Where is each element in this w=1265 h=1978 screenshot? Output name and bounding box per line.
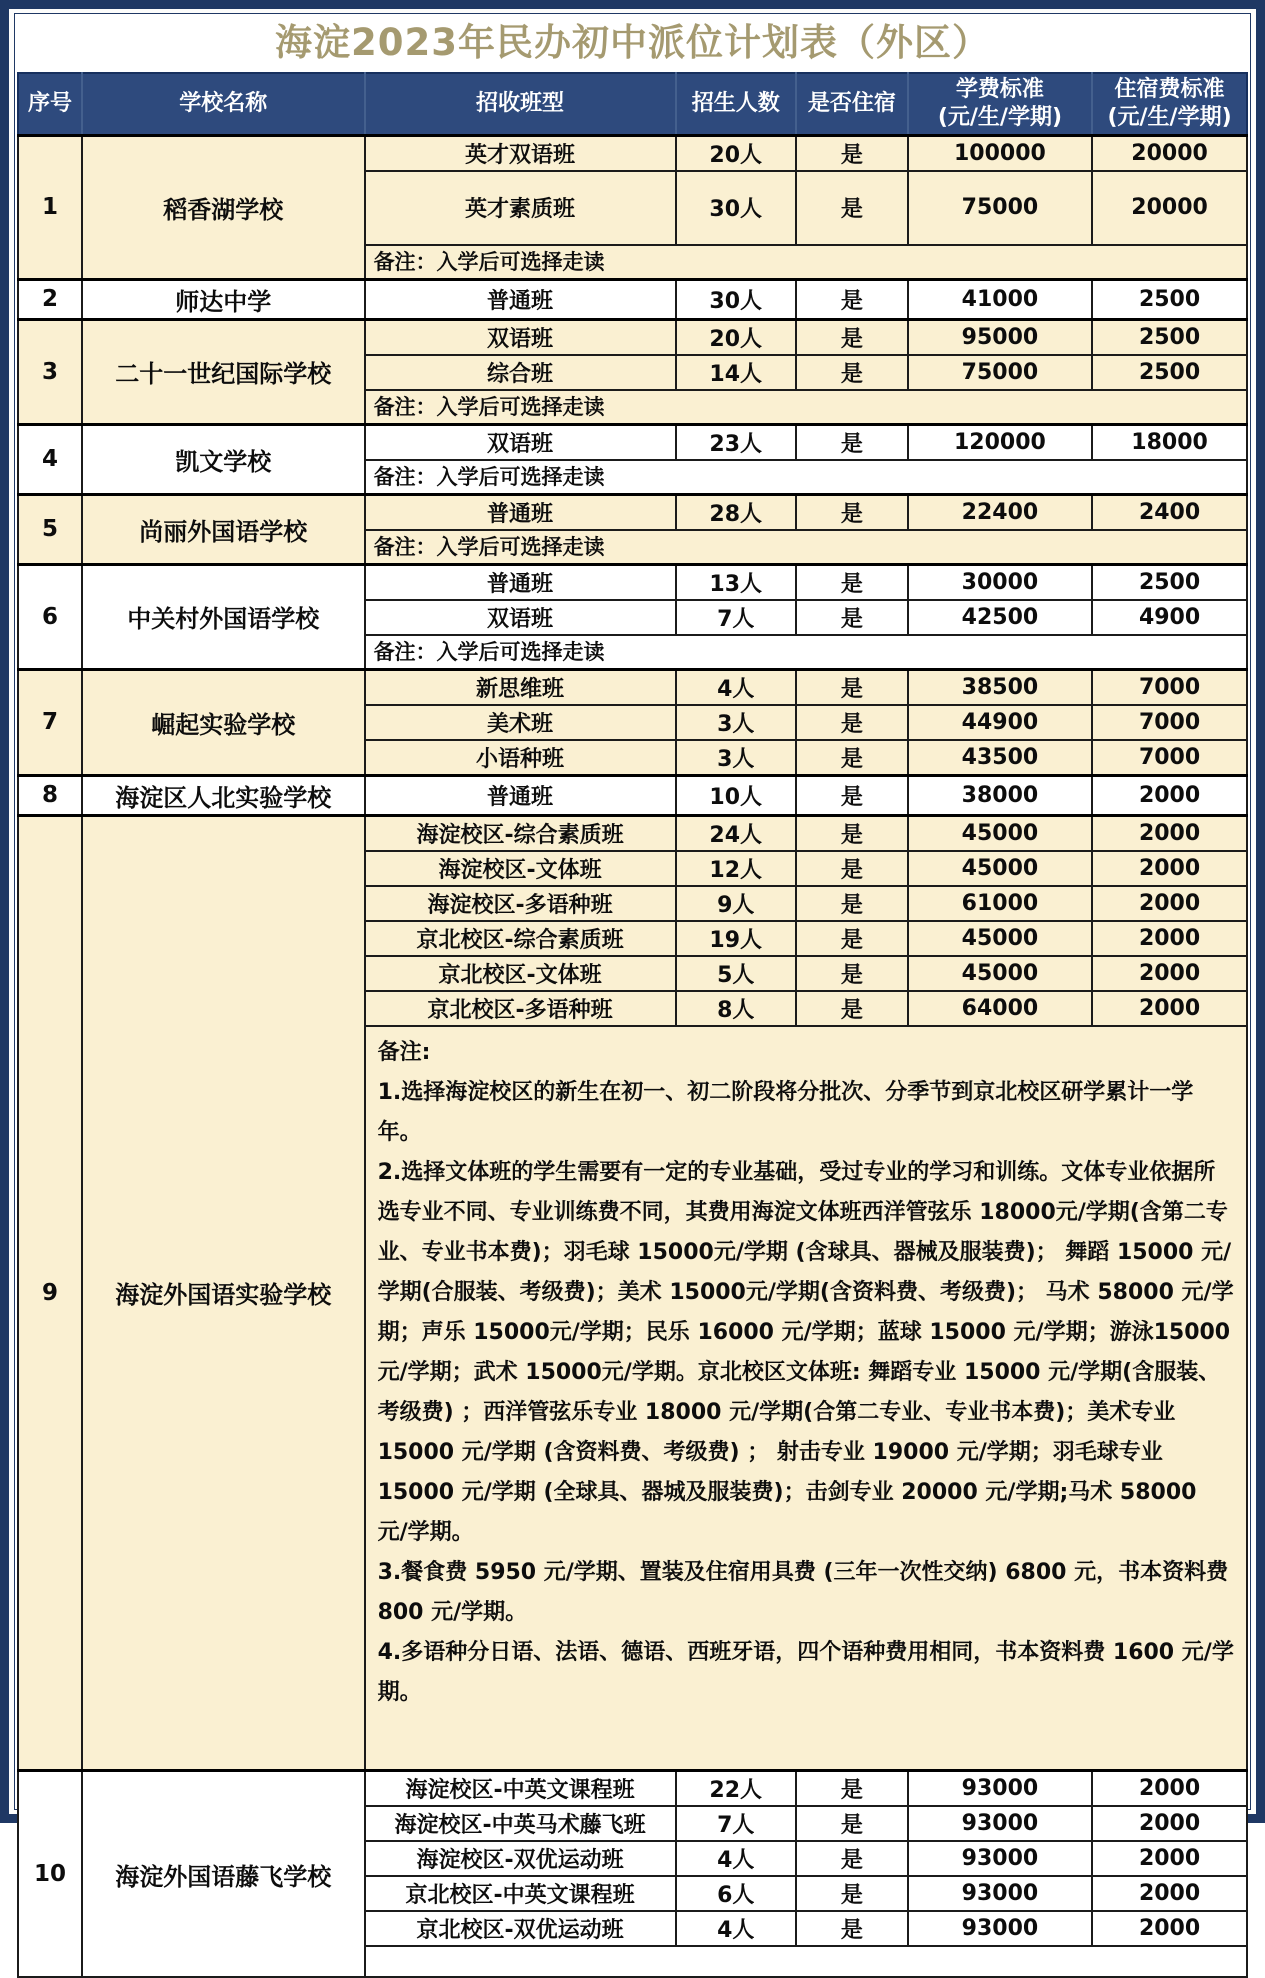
enrollment-cell: 10人 [676, 775, 796, 815]
col-header: 住宿费标准 (元/生/学期) [1092, 73, 1247, 135]
tuition-cell: 93000 [908, 1911, 1092, 1946]
school-name-cell: 尚丽外国语学校 [82, 494, 365, 564]
remark-cell: 备注：入学后可选择走读 [365, 530, 1247, 565]
boarding-cell: 是 [796, 991, 908, 1026]
lodging-fee-cell: 2000 [1092, 921, 1247, 956]
lodging-fee-cell: 2000 [1092, 886, 1247, 921]
class-row [18, 424, 1247, 460]
boarding-cell: 是 [796, 1876, 908, 1911]
school-name-cell: 稻香湖学校 [82, 135, 365, 279]
lodging-fee-cell: 2500 [1092, 319, 1247, 355]
school-name-cell: 中关村外国语学校 [82, 564, 365, 669]
tuition-cell: 61000 [908, 886, 1092, 921]
class-type-cell: 双语班 [365, 600, 676, 635]
tuition-cell: 93000 [908, 1771, 1092, 1807]
lodging-fee-cell: 7000 [1092, 740, 1247, 776]
serial-cell: 3 [18, 319, 82, 424]
boarding-cell: 是 [796, 135, 908, 171]
serial-cell: 8 [18, 775, 82, 815]
class-row [18, 669, 1247, 705]
lodging-fee-cell: 2000 [1092, 815, 1247, 851]
class-type-cell: 英才素质班 [365, 171, 676, 245]
tuition-cell: 93000 [908, 1841, 1092, 1876]
boarding-cell: 是 [796, 494, 908, 530]
tuition-cell: 64000 [908, 991, 1092, 1026]
tuition-cell: 45000 [908, 815, 1092, 851]
col-header: 序号 [18, 73, 82, 135]
tuition-cell: 93000 [908, 1806, 1092, 1841]
enrollment-cell: 23人 [676, 424, 796, 460]
school-name-cell: 崛起实验学校 [82, 669, 365, 775]
boarding-cell: 是 [796, 921, 908, 956]
class-type-cell: 美术班 [365, 705, 676, 740]
school-name-cell: 凯文学校 [82, 424, 365, 494]
enrollment-cell: 20人 [676, 319, 796, 355]
boarding-cell: 是 [796, 886, 908, 921]
boarding-cell: 是 [796, 815, 908, 851]
serial-cell: 9 [18, 815, 82, 1771]
boarding-cell: 是 [796, 355, 908, 390]
remark-cell: 备注：入学后可选择走读 [365, 245, 1247, 280]
serial-cell: 1 [18, 135, 82, 279]
serial-cell: 2 [18, 279, 82, 319]
enrollment-cell: 13人 [676, 564, 796, 600]
class-type-cell: 双语班 [365, 424, 676, 460]
tuition-cell: 30000 [908, 564, 1092, 600]
remark-cell: 备注: 1.选择海淀校区的新生在初一、初二阶段将分批次、分季节到京北校区研学累计一学年。 2.选择文体班的学生需要有一定的专业基础，受过专业的学习和训练。文体专业依据所选专业不同、专业训练费不同，其费用海淀文体班西洋管弦乐 18000元/学期(含第二专业、专业书本费)；羽毛球 15000元/学期 (含球具、器械及服装费)； 舞蹈 15000 元/学期(合服装、考级费)；美术 15000元/学期(含资料费、考级费)； 马术 58000 元/学期；声乐 15000元/学期；民乐 16000 元/学期；蓝球 15000 元/学期；游泳15000元/学期；武术 15000元/学期。京北校区文体班: 舞蹈专业 15000 元/学期(含服装、考级费) ；西洋管弦乐专业 18000 元/学期(合第二专业、专业书本费)；美术专业 15000 元/学期 (含资料费、考级费) ； 射击专业 19000 元/学期；羽毛球专业 15000 元/学期 (全球具、器城及服装费)；击剑专业 20000 元/学期;马术 58000 元/学期。 3.餐食费 5950 元/学期、置装及住宿用具费 (三年一次性交纳) 6800 元，书本资料费 800 元/学期。 4.多语种分日语、法语、德语、西班牙语，四个语种费用相同，书本资料费 1600 元/学期。 [365, 1026, 1247, 1771]
inner-frame [14, 13, 1251, 1943]
class-type-cell: 综合班 [365, 355, 676, 390]
enrollment-cell: 3人 [676, 740, 796, 776]
tuition-cell: 45000 [908, 851, 1092, 886]
class-type-cell: 海淀校区-中英文课程班 [365, 1771, 676, 1807]
lodging-fee-cell: 20000 [1092, 135, 1247, 171]
school-name-cell: 师达中学 [82, 279, 365, 319]
enrollment-cell: 12人 [676, 851, 796, 886]
tuition-cell: 43500 [908, 740, 1092, 776]
enrollment-cell: 30人 [676, 279, 796, 319]
lodging-fee-cell: 2000 [1092, 956, 1247, 991]
col-header: 学校名称 [82, 73, 365, 135]
class-type-cell: 京北校区-中英文课程班 [365, 1876, 676, 1911]
tuition-cell: 44900 [908, 705, 1092, 740]
page-title: 海淀2023年民办初中派位计划表（外区） [275, 21, 990, 64]
serial-cell: 4 [18, 424, 82, 494]
class-type-cell: 海淀校区-综合素质班 [365, 815, 676, 851]
class-type-cell: 双语班 [365, 319, 676, 355]
table-body [18, 135, 1247, 1977]
col-header: 招生人数 [676, 73, 796, 135]
lodging-fee-cell: 4900 [1092, 600, 1247, 635]
tuition-cell: 22400 [908, 494, 1092, 530]
class-row [18, 815, 1247, 851]
school-name-cell: 海淀外国语实验学校 [82, 815, 365, 1771]
class-type-cell: 普通班 [365, 775, 676, 815]
tuition-cell: 41000 [908, 279, 1092, 319]
class-type-cell: 京北校区-综合素质班 [365, 921, 676, 956]
class-row [18, 319, 1247, 355]
school-name-cell: 二十一世纪国际学校 [82, 319, 365, 424]
col-header: 学费标准 (元/生/学期) [908, 73, 1092, 135]
enrollment-cell: 5人 [676, 956, 796, 991]
school-name-cell: 海淀外国语藤飞学校 [82, 1771, 365, 1978]
boarding-cell: 是 [796, 1806, 908, 1841]
boarding-cell: 是 [796, 851, 908, 886]
class-type-cell: 京北校区-多语种班 [365, 991, 676, 1026]
boarding-cell: 是 [796, 956, 908, 991]
class-type-cell: 小语种班 [365, 740, 676, 776]
serial-cell: 6 [18, 564, 82, 669]
boarding-cell: 是 [796, 424, 908, 460]
tuition-cell: 38500 [908, 669, 1092, 705]
tuition-cell: 95000 [908, 319, 1092, 355]
enrollment-cell: 3人 [676, 705, 796, 740]
tuition-cell: 100000 [908, 135, 1092, 171]
boarding-cell: 是 [796, 1771, 908, 1807]
enrollment-cell: 22人 [676, 1771, 796, 1807]
serial-cell: 5 [18, 494, 82, 564]
class-row [18, 279, 1247, 319]
school-name-cell: 海淀区人北实验学校 [82, 775, 365, 815]
boarding-cell: 是 [796, 1841, 908, 1876]
boarding-cell: 是 [796, 600, 908, 635]
class-type-cell: 海淀校区-双优运动班 [365, 1841, 676, 1876]
class-row [18, 135, 1247, 171]
class-type-cell: 海淀校区-文体班 [365, 851, 676, 886]
class-type-cell: 海淀校区-中英马术藤飞班 [365, 1806, 676, 1841]
lodging-fee-cell: 2500 [1092, 564, 1247, 600]
lodging-fee-cell: 20000 [1092, 171, 1247, 245]
lodging-fee-cell: 18000 [1092, 424, 1247, 460]
tuition-cell: 45000 [908, 956, 1092, 991]
enrollment-cell: 28人 [676, 494, 796, 530]
lodging-fee-cell: 2000 [1092, 1876, 1247, 1911]
class-type-cell: 京北校区-文体班 [365, 956, 676, 991]
tuition-cell: 75000 [908, 355, 1092, 390]
col-header: 招收班型 [365, 73, 676, 135]
enrollment-cell: 7人 [676, 1806, 796, 1841]
enrollment-cell: 9人 [676, 886, 796, 921]
remark-cell: 备注：入学后可选择走读 [365, 390, 1247, 425]
lodging-fee-cell: 2500 [1092, 279, 1247, 319]
boarding-cell: 是 [796, 669, 908, 705]
class-row [18, 564, 1247, 600]
boarding-cell: 是 [796, 564, 908, 600]
table-head [18, 73, 1247, 135]
class-type-cell: 普通班 [365, 564, 676, 600]
tuition-cell: 75000 [908, 171, 1092, 245]
boarding-cell: 是 [796, 740, 908, 776]
lodging-fee-cell: 7000 [1092, 669, 1247, 705]
enrollment-cell: 14人 [676, 355, 796, 390]
lodging-fee-cell: 2000 [1092, 851, 1247, 886]
remark-cell: 备注：入学后可选择走读 [365, 635, 1247, 670]
class-type-cell: 普通班 [365, 279, 676, 319]
enrollment-cell: 19人 [676, 921, 796, 956]
enrollment-cell: 24人 [676, 815, 796, 851]
boarding-cell: 是 [796, 775, 908, 815]
remark-cell: 备注：入学后可选择走读 [365, 460, 1247, 495]
boarding-cell: 是 [796, 279, 908, 319]
lodging-fee-cell: 2400 [1092, 494, 1247, 530]
placement-table [17, 72, 1248, 1978]
lodging-fee-cell: 2000 [1092, 991, 1247, 1026]
class-type-cell: 海淀校区-多语种班 [365, 886, 676, 921]
header-row [18, 73, 1247, 135]
enrollment-cell: 4人 [676, 1841, 796, 1876]
class-type-cell: 英才双语班 [365, 135, 676, 171]
class-row [18, 775, 1247, 815]
boarding-cell: 是 [796, 705, 908, 740]
col-header: 是否住宿 [796, 73, 908, 135]
class-row [18, 494, 1247, 530]
lodging-fee-cell: 2000 [1092, 775, 1247, 815]
boarding-cell: 是 [796, 319, 908, 355]
class-type-cell: 京北校区-双优运动班 [365, 1911, 676, 1946]
enrollment-cell: 30人 [676, 171, 796, 245]
enrollment-cell: 6人 [676, 1876, 796, 1911]
enrollment-cell: 20人 [676, 135, 796, 171]
tuition-cell: 38000 [908, 775, 1092, 815]
tuition-cell: 42500 [908, 600, 1092, 635]
class-type-cell: 普通班 [365, 494, 676, 530]
tuition-cell: 120000 [908, 424, 1092, 460]
lodging-fee-cell: 2000 [1092, 1911, 1247, 1946]
tuition-cell: 45000 [908, 921, 1092, 956]
tuition-cell: 93000 [908, 1876, 1092, 1911]
class-row [18, 1771, 1247, 1807]
enrollment-cell: 8人 [676, 991, 796, 1026]
enrollment-cell: 4人 [676, 669, 796, 705]
lodging-fee-cell: 2000 [1092, 1841, 1247, 1876]
remark-cell [365, 1946, 1247, 1977]
enrollment-cell: 7人 [676, 600, 796, 635]
lodging-fee-cell: 2000 [1092, 1806, 1247, 1841]
lodging-fee-cell: 7000 [1092, 705, 1247, 740]
enrollment-cell: 4人 [676, 1911, 796, 1946]
serial-cell: 10 [18, 1771, 82, 1978]
serial-cell: 7 [18, 669, 82, 775]
lodging-fee-cell: 2000 [1092, 1771, 1247, 1807]
class-type-cell: 新思维班 [365, 669, 676, 705]
lodging-fee-cell: 2500 [1092, 355, 1247, 390]
boarding-cell: 是 [796, 1911, 908, 1946]
boarding-cell: 是 [796, 171, 908, 245]
